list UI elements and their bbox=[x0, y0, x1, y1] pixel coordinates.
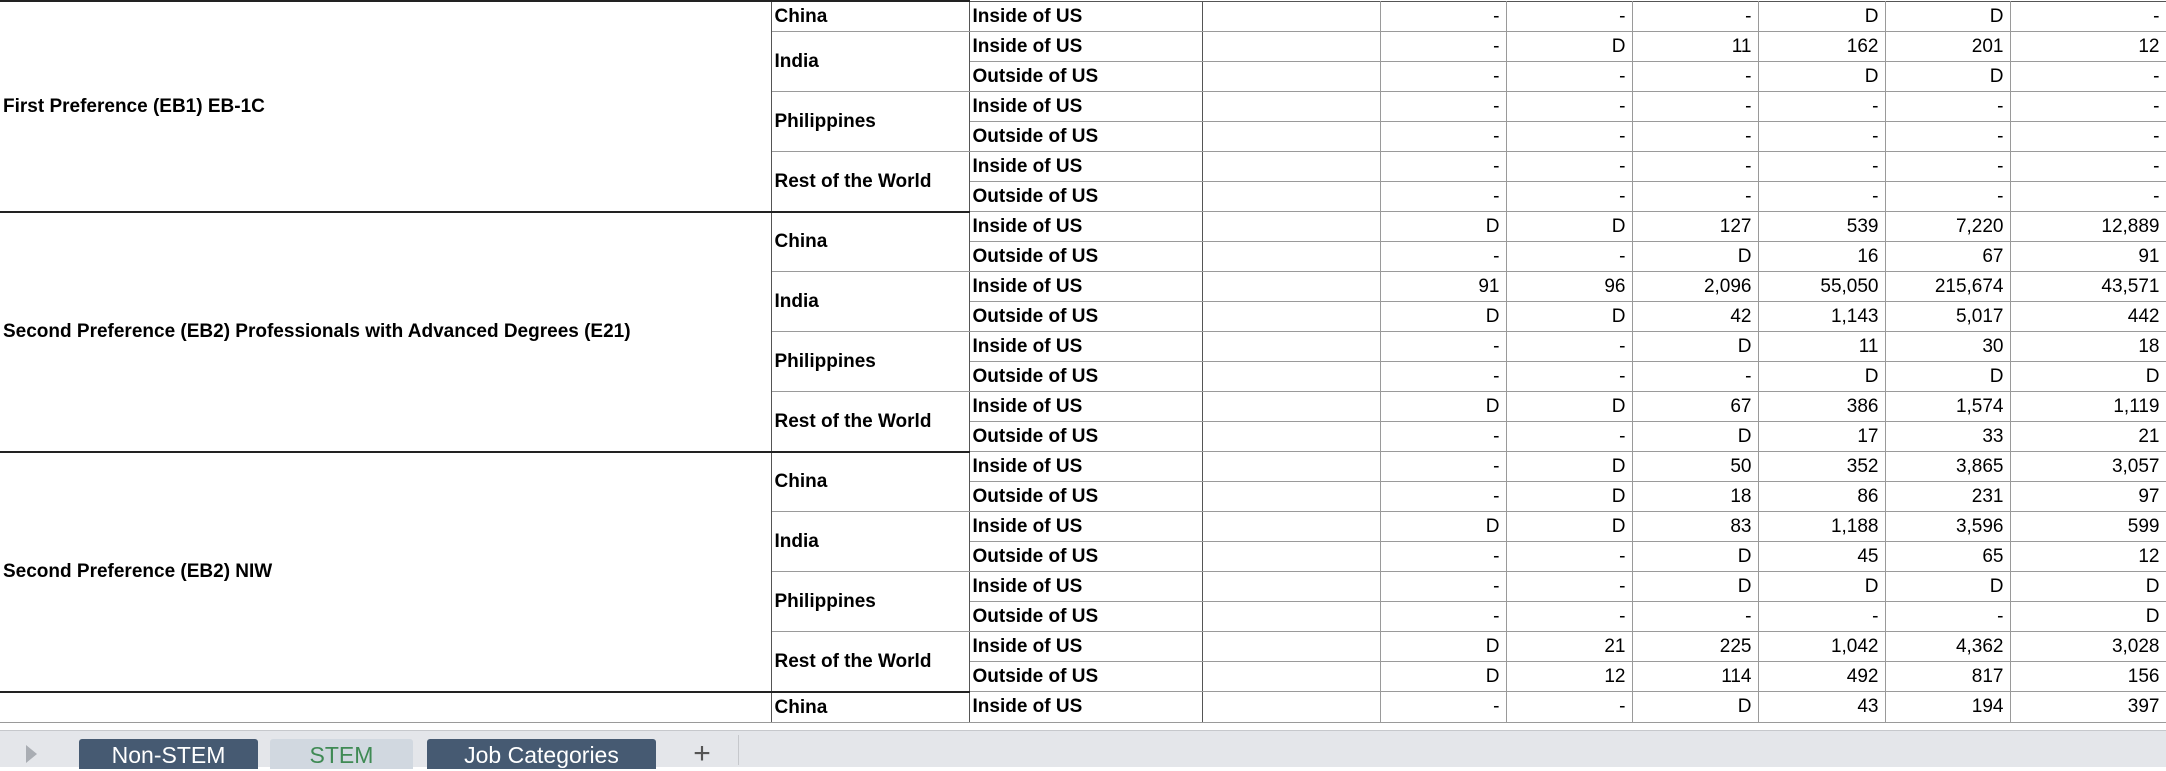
value-cell[interactable]: 21 bbox=[2010, 422, 2166, 452]
empty-cell[interactable] bbox=[1202, 572, 1380, 602]
value-cell[interactable]: 127 bbox=[1632, 212, 1758, 242]
sheet-tab-bar bbox=[0, 730, 2166, 770]
table-row bbox=[0, 212, 2166, 242]
location-cell[interactable]: Outside of US bbox=[969, 302, 1202, 332]
value-cell[interactable]: 11 bbox=[1632, 32, 1758, 62]
value-cell[interactable]: 397 bbox=[2010, 692, 2166, 723]
empty-cell[interactable] bbox=[1202, 542, 1380, 572]
location-cell[interactable]: Outside of US bbox=[969, 362, 1202, 392]
empty-cell[interactable] bbox=[1202, 452, 1380, 482]
value-cell[interactable]: 16 bbox=[1758, 242, 1885, 272]
value-cell[interactable]: 42 bbox=[1632, 302, 1758, 332]
value-cell[interactable]: D bbox=[1506, 512, 1632, 542]
value-cell[interactable]: - bbox=[1380, 602, 1506, 632]
country-cell[interactable]: Rest of the World bbox=[771, 632, 969, 692]
value-cell[interactable]: - bbox=[1380, 422, 1506, 452]
empty-cell[interactable] bbox=[1202, 512, 1380, 542]
empty-cell[interactable] bbox=[1202, 62, 1380, 92]
value-cell[interactable]: D bbox=[1632, 572, 1758, 602]
value-cell[interactable]: - bbox=[1885, 122, 2010, 152]
value-cell[interactable]: 231 bbox=[1885, 482, 2010, 512]
value-cell[interactable]: D bbox=[1758, 62, 1885, 92]
value-cell[interactable]: - bbox=[1506, 1, 1632, 32]
value-cell[interactable]: - bbox=[1758, 602, 1885, 632]
value-cell[interactable]: - bbox=[1885, 182, 2010, 212]
value-cell[interactable]: - bbox=[1380, 482, 1506, 512]
value-cell[interactable]: 4,362 bbox=[1885, 632, 2010, 662]
value-cell[interactable]: - bbox=[2010, 152, 2166, 182]
value-cell[interactable]: - bbox=[2010, 92, 2166, 122]
value-cell[interactable]: - bbox=[2010, 62, 2166, 92]
value-cell[interactable]: D bbox=[1506, 392, 1632, 422]
value-cell[interactable]: D bbox=[1506, 482, 1632, 512]
value-cell[interactable]: D bbox=[1632, 692, 1758, 723]
value-cell[interactable]: - bbox=[1380, 92, 1506, 122]
tab-divider bbox=[738, 735, 739, 765]
value-cell[interactable]: 86 bbox=[1758, 482, 1885, 512]
value-cell[interactable]: 599 bbox=[2010, 512, 2166, 542]
value-cell[interactable]: - bbox=[1380, 362, 1506, 392]
country-cell[interactable]: China bbox=[771, 1, 969, 32]
location-cell[interactable]: Outside of US bbox=[969, 62, 1202, 92]
value-cell[interactable]: D bbox=[1758, 1, 1885, 32]
value-cell[interactable]: 1,042 bbox=[1758, 632, 1885, 662]
value-cell[interactable]: 11 bbox=[1758, 332, 1885, 362]
value-cell[interactable]: - bbox=[1632, 362, 1758, 392]
country-cell[interactable]: Philippines bbox=[771, 92, 969, 152]
empty-cell[interactable] bbox=[1202, 242, 1380, 272]
value-cell[interactable]: 12 bbox=[1506, 662, 1632, 692]
add-sheet-button[interactable]: + bbox=[693, 737, 711, 770]
empty-cell[interactable] bbox=[1202, 422, 1380, 452]
value-cell[interactable]: D bbox=[1380, 662, 1506, 692]
value-cell[interactable]: - bbox=[1380, 242, 1506, 272]
location-cell[interactable]: Outside of US bbox=[969, 662, 1202, 692]
value-cell[interactable]: - bbox=[1758, 122, 1885, 152]
value-cell[interactable]: 18 bbox=[2010, 332, 2166, 362]
value-cell[interactable]: 33 bbox=[1885, 422, 2010, 452]
value-cell[interactable]: D bbox=[1885, 1, 2010, 32]
value-cell[interactable]: - bbox=[2010, 122, 2166, 152]
value-cell[interactable]: 91 bbox=[2010, 242, 2166, 272]
location-cell[interactable]: Outside of US bbox=[969, 602, 1202, 632]
value-cell[interactable]: - bbox=[1380, 692, 1506, 723]
value-cell[interactable]: 30 bbox=[1885, 332, 2010, 362]
empty-cell[interactable] bbox=[1202, 392, 1380, 422]
value-cell[interactable]: 43 bbox=[1758, 692, 1885, 723]
value-cell[interactable]: 45 bbox=[1758, 542, 1885, 572]
value-cell[interactable]: D bbox=[1758, 572, 1885, 602]
value-cell[interactable]: 352 bbox=[1758, 452, 1885, 482]
location-cell[interactable]: Inside of US bbox=[969, 1, 1202, 32]
value-cell[interactable]: - bbox=[1506, 62, 1632, 92]
empty-cell[interactable] bbox=[1202, 122, 1380, 152]
location-cell[interactable]: Inside of US bbox=[969, 212, 1202, 242]
country-cell[interactable]: India bbox=[771, 512, 969, 572]
value-cell[interactable]: - bbox=[1632, 122, 1758, 152]
value-cell[interactable]: 12,889 bbox=[2010, 212, 2166, 242]
value-cell[interactable]: 114 bbox=[1632, 662, 1758, 692]
location-cell[interactable]: Outside of US bbox=[969, 242, 1202, 272]
empty-cell[interactable] bbox=[1202, 152, 1380, 182]
value-cell[interactable]: - bbox=[1885, 152, 2010, 182]
value-cell[interactable]: 18 bbox=[1632, 482, 1758, 512]
value-cell[interactable]: 194 bbox=[1885, 692, 2010, 723]
value-cell[interactable]: D bbox=[1632, 542, 1758, 572]
value-cell[interactable]: D bbox=[1380, 392, 1506, 422]
value-cell[interactable]: 215,674 bbox=[1885, 272, 2010, 302]
value-cell[interactable]: 3,865 bbox=[1885, 452, 2010, 482]
value-cell[interactable]: 442 bbox=[2010, 302, 2166, 332]
value-cell[interactable]: D bbox=[1506, 452, 1632, 482]
value-cell[interactable]: - bbox=[1380, 572, 1506, 602]
value-cell[interactable]: 17 bbox=[1758, 422, 1885, 452]
value-cell[interactable]: - bbox=[1632, 152, 1758, 182]
country-cell[interactable]: Philippines bbox=[771, 332, 969, 392]
empty-cell[interactable] bbox=[1202, 212, 1380, 242]
value-cell[interactable]: D bbox=[1758, 362, 1885, 392]
empty-cell[interactable] bbox=[1202, 662, 1380, 692]
empty-cell[interactable] bbox=[1202, 182, 1380, 212]
table-row bbox=[0, 452, 2166, 482]
empty-cell[interactable] bbox=[1202, 632, 1380, 662]
value-cell[interactable]: - bbox=[2010, 182, 2166, 212]
value-cell[interactable]: - bbox=[1506, 542, 1632, 572]
value-cell[interactable]: - bbox=[1632, 182, 1758, 212]
value-cell[interactable]: 3,028 bbox=[2010, 632, 2166, 662]
value-cell[interactable]: 96 bbox=[1506, 272, 1632, 302]
location-cell[interactable]: Inside of US bbox=[969, 692, 1202, 723]
value-cell[interactable]: - bbox=[1506, 122, 1632, 152]
location-cell[interactable]: Inside of US bbox=[969, 392, 1202, 422]
value-cell[interactable]: 1,119 bbox=[2010, 392, 2166, 422]
location-cell[interactable]: Inside of US bbox=[969, 92, 1202, 122]
empty-cell[interactable] bbox=[1202, 602, 1380, 632]
location-cell[interactable]: Inside of US bbox=[969, 512, 1202, 542]
value-cell[interactable]: 97 bbox=[2010, 482, 2166, 512]
value-cell[interactable]: 201 bbox=[1885, 32, 2010, 62]
value-cell[interactable]: D bbox=[2010, 602, 2166, 632]
value-cell[interactable]: D bbox=[2010, 362, 2166, 392]
value-cell[interactable]: - bbox=[1632, 1, 1758, 32]
value-cell[interactable]: - bbox=[1758, 92, 1885, 122]
location-cell[interactable]: Inside of US bbox=[969, 272, 1202, 302]
value-cell[interactable]: - bbox=[1506, 572, 1632, 602]
empty-cell[interactable] bbox=[1202, 92, 1380, 122]
value-cell[interactable]: - bbox=[1380, 452, 1506, 482]
value-cell[interactable]: 12 bbox=[2010, 542, 2166, 572]
value-cell[interactable]: 83 bbox=[1632, 512, 1758, 542]
location-cell[interactable]: Outside of US bbox=[969, 542, 1202, 572]
value-cell[interactable]: 1,143 bbox=[1758, 302, 1885, 332]
empty-cell[interactable] bbox=[1202, 482, 1380, 512]
value-cell[interactable]: - bbox=[1506, 602, 1632, 632]
location-cell[interactable]: Inside of US bbox=[969, 332, 1202, 362]
value-cell[interactable]: D bbox=[1632, 242, 1758, 272]
value-cell[interactable]: 21 bbox=[1506, 632, 1632, 662]
value-cell[interactable]: D bbox=[1632, 332, 1758, 362]
value-cell[interactable]: D bbox=[1506, 32, 1632, 62]
value-cell[interactable]: - bbox=[1380, 152, 1506, 182]
value-cell[interactable]: 50 bbox=[1632, 452, 1758, 482]
value-cell[interactable]: 539 bbox=[1758, 212, 1885, 242]
country-cell[interactable]: Rest of the World bbox=[771, 392, 969, 452]
value-cell[interactable]: 43,571 bbox=[2010, 272, 2166, 302]
country-cell[interactable]: India bbox=[771, 272, 969, 332]
value-cell[interactable]: - bbox=[1506, 182, 1632, 212]
category-cell[interactable]: First Preference (EB1) EB-1C bbox=[0, 1, 771, 212]
value-cell[interactable]: 55,050 bbox=[1758, 272, 1885, 302]
empty-cell[interactable] bbox=[1202, 302, 1380, 332]
value-cell[interactable]: - bbox=[1758, 182, 1885, 212]
value-cell[interactable]: - bbox=[1632, 602, 1758, 632]
empty-cell[interactable] bbox=[1202, 332, 1380, 362]
category-cell[interactable]: Second Preference (EB2) NIW bbox=[0, 452, 771, 692]
empty-cell[interactable] bbox=[1202, 272, 1380, 302]
value-cell[interactable]: 67 bbox=[1632, 392, 1758, 422]
value-cell[interactable]: 3,057 bbox=[2010, 452, 2166, 482]
location-cell[interactable]: Inside of US bbox=[969, 572, 1202, 602]
value-cell[interactable]: - bbox=[1506, 422, 1632, 452]
location-cell[interactable]: Outside of US bbox=[969, 182, 1202, 212]
value-cell[interactable]: - bbox=[1380, 122, 1506, 152]
value-cell[interactable]: 817 bbox=[1885, 662, 2010, 692]
country-cell[interactable]: India bbox=[771, 32, 969, 92]
country-cell[interactable]: Rest of the World bbox=[771, 152, 969, 212]
table-row bbox=[0, 1, 2166, 32]
value-cell[interactable]: 5,017 bbox=[1885, 302, 2010, 332]
value-cell[interactable]: - bbox=[1506, 92, 1632, 122]
value-cell[interactable]: D bbox=[1380, 512, 1506, 542]
value-cell[interactable]: - bbox=[1380, 32, 1506, 62]
value-cell[interactable]: D bbox=[1885, 362, 2010, 392]
value-cell[interactable]: D bbox=[1380, 632, 1506, 662]
value-cell[interactable]: - bbox=[1380, 182, 1506, 212]
tab-non-stem[interactable]: Non-STEM bbox=[79, 739, 258, 769]
value-cell[interactable]: D bbox=[1506, 302, 1632, 332]
value-cell[interactable]: 3,596 bbox=[1885, 512, 2010, 542]
scroll-tabs-right-icon[interactable] bbox=[26, 745, 37, 763]
value-cell[interactable]: - bbox=[2010, 1, 2166, 32]
value-cell[interactable]: 386 bbox=[1758, 392, 1885, 422]
category-cell[interactable]: Second Preference (EB2) Professionals with Advanced Degrees (E21) bbox=[0, 212, 771, 452]
location-cell[interactable]: Outside of US bbox=[969, 422, 1202, 452]
empty-cell[interactable] bbox=[1202, 1, 1380, 32]
value-cell[interactable]: - bbox=[1380, 1, 1506, 32]
country-cell[interactable]: Philippines bbox=[771, 572, 969, 632]
value-cell[interactable]: - bbox=[1506, 362, 1632, 392]
category-cell[interactable] bbox=[0, 692, 771, 723]
location-cell[interactable]: Inside of US bbox=[969, 632, 1202, 662]
value-cell[interactable]: D bbox=[1885, 572, 2010, 602]
value-cell[interactable]: D bbox=[1380, 212, 1506, 242]
value-cell[interactable]: 225 bbox=[1632, 632, 1758, 662]
country-cell[interactable]: China bbox=[771, 692, 969, 723]
value-cell[interactable]: D bbox=[1885, 62, 2010, 92]
value-cell[interactable]: - bbox=[1506, 332, 1632, 362]
value-cell[interactable]: D bbox=[1632, 422, 1758, 452]
value-cell[interactable]: 65 bbox=[1885, 542, 2010, 572]
country-cell[interactable]: China bbox=[771, 452, 969, 512]
tab-stem[interactable]: STEM bbox=[270, 739, 413, 769]
empty-cell[interactable] bbox=[1202, 32, 1380, 62]
empty-cell[interactable] bbox=[1202, 692, 1380, 723]
value-cell[interactable]: D bbox=[2010, 572, 2166, 602]
value-cell[interactable]: 1,574 bbox=[1885, 392, 2010, 422]
country-cell[interactable]: China bbox=[771, 212, 969, 272]
value-cell[interactable]: 492 bbox=[1758, 662, 1885, 692]
tab-job-categories[interactable]: Job Categories bbox=[427, 739, 656, 769]
value-cell[interactable]: - bbox=[1632, 92, 1758, 122]
value-cell[interactable]: - bbox=[1758, 152, 1885, 182]
value-cell[interactable]: 67 bbox=[1885, 242, 2010, 272]
location-cell[interactable]: Inside of US bbox=[969, 32, 1202, 62]
value-cell[interactable]: D bbox=[1506, 212, 1632, 242]
location-cell[interactable]: Inside of US bbox=[969, 452, 1202, 482]
value-cell[interactable]: - bbox=[1380, 62, 1506, 92]
value-cell[interactable]: - bbox=[1885, 602, 2010, 632]
value-cell[interactable]: - bbox=[1380, 542, 1506, 572]
value-cell[interactable]: - bbox=[1506, 242, 1632, 272]
value-cell[interactable]: - bbox=[1632, 62, 1758, 92]
value-cell[interactable]: 12 bbox=[2010, 32, 2166, 62]
empty-cell[interactable] bbox=[1202, 362, 1380, 392]
value-cell[interactable]: - bbox=[1885, 92, 2010, 122]
value-cell[interactable]: 156 bbox=[2010, 662, 2166, 692]
value-cell[interactable]: 1,188 bbox=[1758, 512, 1885, 542]
value-cell[interactable]: 7,220 bbox=[1885, 212, 2010, 242]
value-cell[interactable]: - bbox=[1506, 692, 1632, 723]
value-cell[interactable]: D bbox=[1380, 302, 1506, 332]
table-row bbox=[0, 692, 2166, 723]
value-cell[interactable]: - bbox=[1506, 152, 1632, 182]
value-cell[interactable]: 91 bbox=[1380, 272, 1506, 302]
location-cell[interactable]: Inside of US bbox=[969, 152, 1202, 182]
value-cell[interactable]: 162 bbox=[1758, 32, 1885, 62]
value-cell[interactable]: - bbox=[1380, 332, 1506, 362]
location-cell[interactable]: Outside of US bbox=[969, 482, 1202, 512]
location-cell[interactable]: Outside of US bbox=[969, 122, 1202, 152]
value-cell[interactable]: 2,096 bbox=[1632, 272, 1758, 302]
